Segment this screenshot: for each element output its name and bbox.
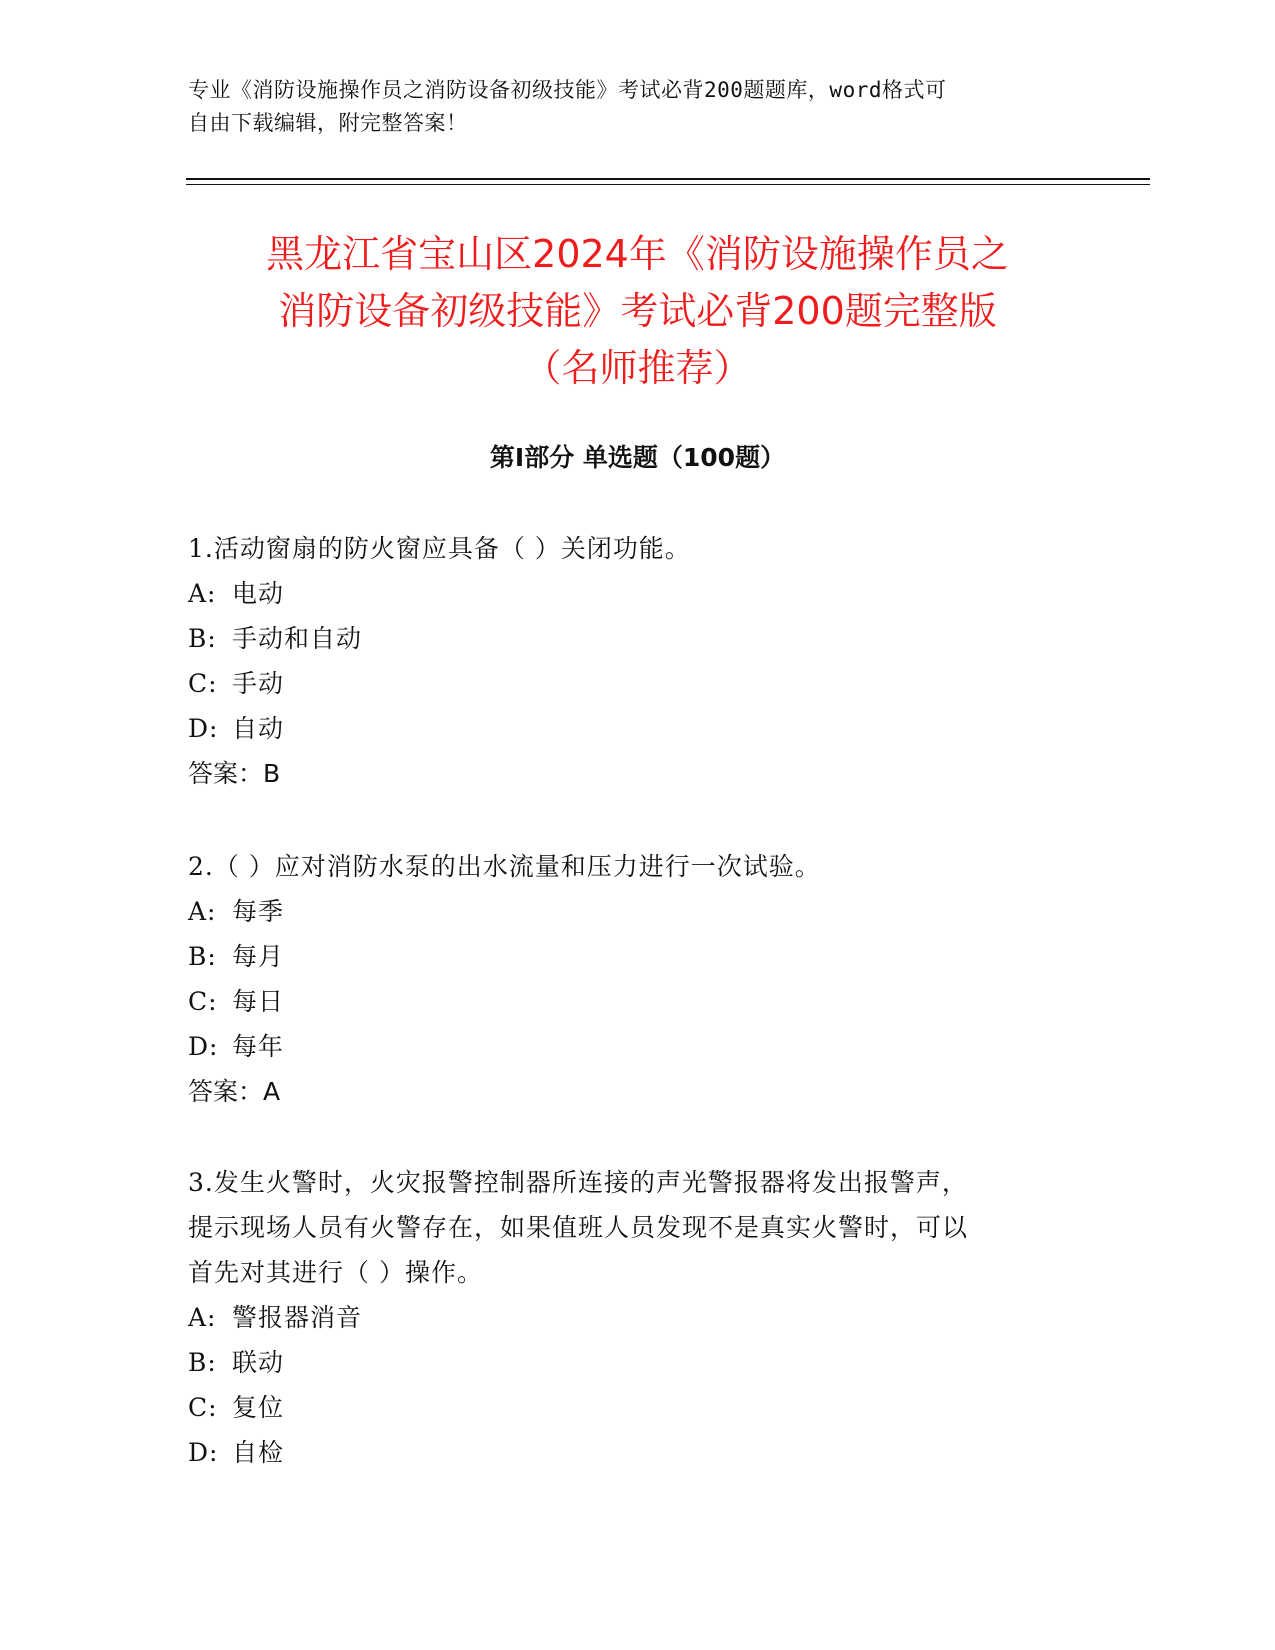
- option-text: 联动: [232, 1348, 285, 1377]
- question-1: [188, 526, 1068, 796]
- option-key: A:: [188, 579, 217, 608]
- section-title: 第Ⅰ部分 单选题（100题）: [489, 443, 786, 472]
- option-key: A:: [188, 1303, 217, 1332]
- question-stem: 3.发生火警时，火灾报警控制器所连接的声光警报器将发出报警声，: [188, 1168, 968, 1197]
- option-a: [188, 1295, 1068, 1340]
- option-text: 自动: [232, 714, 285, 743]
- option-text: 手动: [232, 669, 285, 698]
- document-title-line: 消防设备初级技能》考试必背200题完整版: [278, 289, 997, 333]
- document-title-line: 黑龙江省宝山区2024年《消防设施操作员之: [266, 232, 1009, 276]
- option-key: D:: [188, 714, 219, 743]
- header-divider: [186, 178, 1150, 180]
- option-text: 自检: [232, 1438, 285, 1467]
- option-key: A:: [188, 897, 217, 926]
- option-text: 每季: [232, 897, 285, 926]
- document-title-line: （名师推荐）: [523, 346, 752, 390]
- option-text: 每月: [232, 942, 285, 971]
- option-text: 每年: [232, 1032, 285, 1061]
- option-key: C:: [188, 1393, 218, 1422]
- header-divider-thin: [186, 184, 1150, 185]
- option-key: D:: [188, 1032, 219, 1061]
- question-3: [188, 1160, 1068, 1475]
- question-stem: 首先对其进行（ ）操作。: [188, 1258, 483, 1287]
- question-stem: 1.活动窗扇的防火窗应具备（ ）关闭功能。: [188, 534, 691, 563]
- option-text: 手动和自动: [232, 624, 363, 653]
- option-key: C:: [188, 669, 218, 698]
- document-title: [150, 226, 1125, 397]
- question-2: [188, 844, 1068, 1114]
- option-b: [188, 616, 1068, 661]
- option-b: [188, 1340, 1068, 1385]
- option-key: B:: [188, 1348, 217, 1377]
- answer: 答案：A: [188, 1077, 281, 1106]
- option-d: [188, 1430, 1068, 1475]
- option-key: B:: [188, 942, 217, 971]
- question-stem: 提示现场人员有火警存在，如果值班人员发现不是真实火警时，可以: [188, 1213, 969, 1242]
- option-key: D:: [188, 1438, 219, 1467]
- option-c: [188, 979, 1068, 1024]
- option-text: 每日: [232, 987, 285, 1016]
- option-key: B:: [188, 624, 217, 653]
- option-d: [188, 706, 1068, 751]
- option-text: 警报器消音: [232, 1303, 363, 1332]
- option-text: 复位: [232, 1393, 285, 1422]
- option-b: [188, 934, 1068, 979]
- option-a: [188, 889, 1068, 934]
- option-a: [188, 571, 1068, 616]
- option-text: 电动: [232, 579, 285, 608]
- header-note: [188, 74, 1088, 140]
- question-stem: 2.（ ）应对消防水泵的出水流量和压力进行一次试验。: [188, 852, 821, 881]
- header-note-line: 自由下载编辑，附完整答案！: [188, 111, 468, 135]
- option-c: [188, 1385, 1068, 1430]
- header-note-line: 专业《消防设施操作员之消防设备初级技能》考试必背200题题库，word格式可: [188, 78, 947, 102]
- option-key: C:: [188, 987, 218, 1016]
- option-c: [188, 661, 1068, 706]
- option-d: [188, 1024, 1068, 1069]
- answer: 答案：B: [188, 759, 281, 788]
